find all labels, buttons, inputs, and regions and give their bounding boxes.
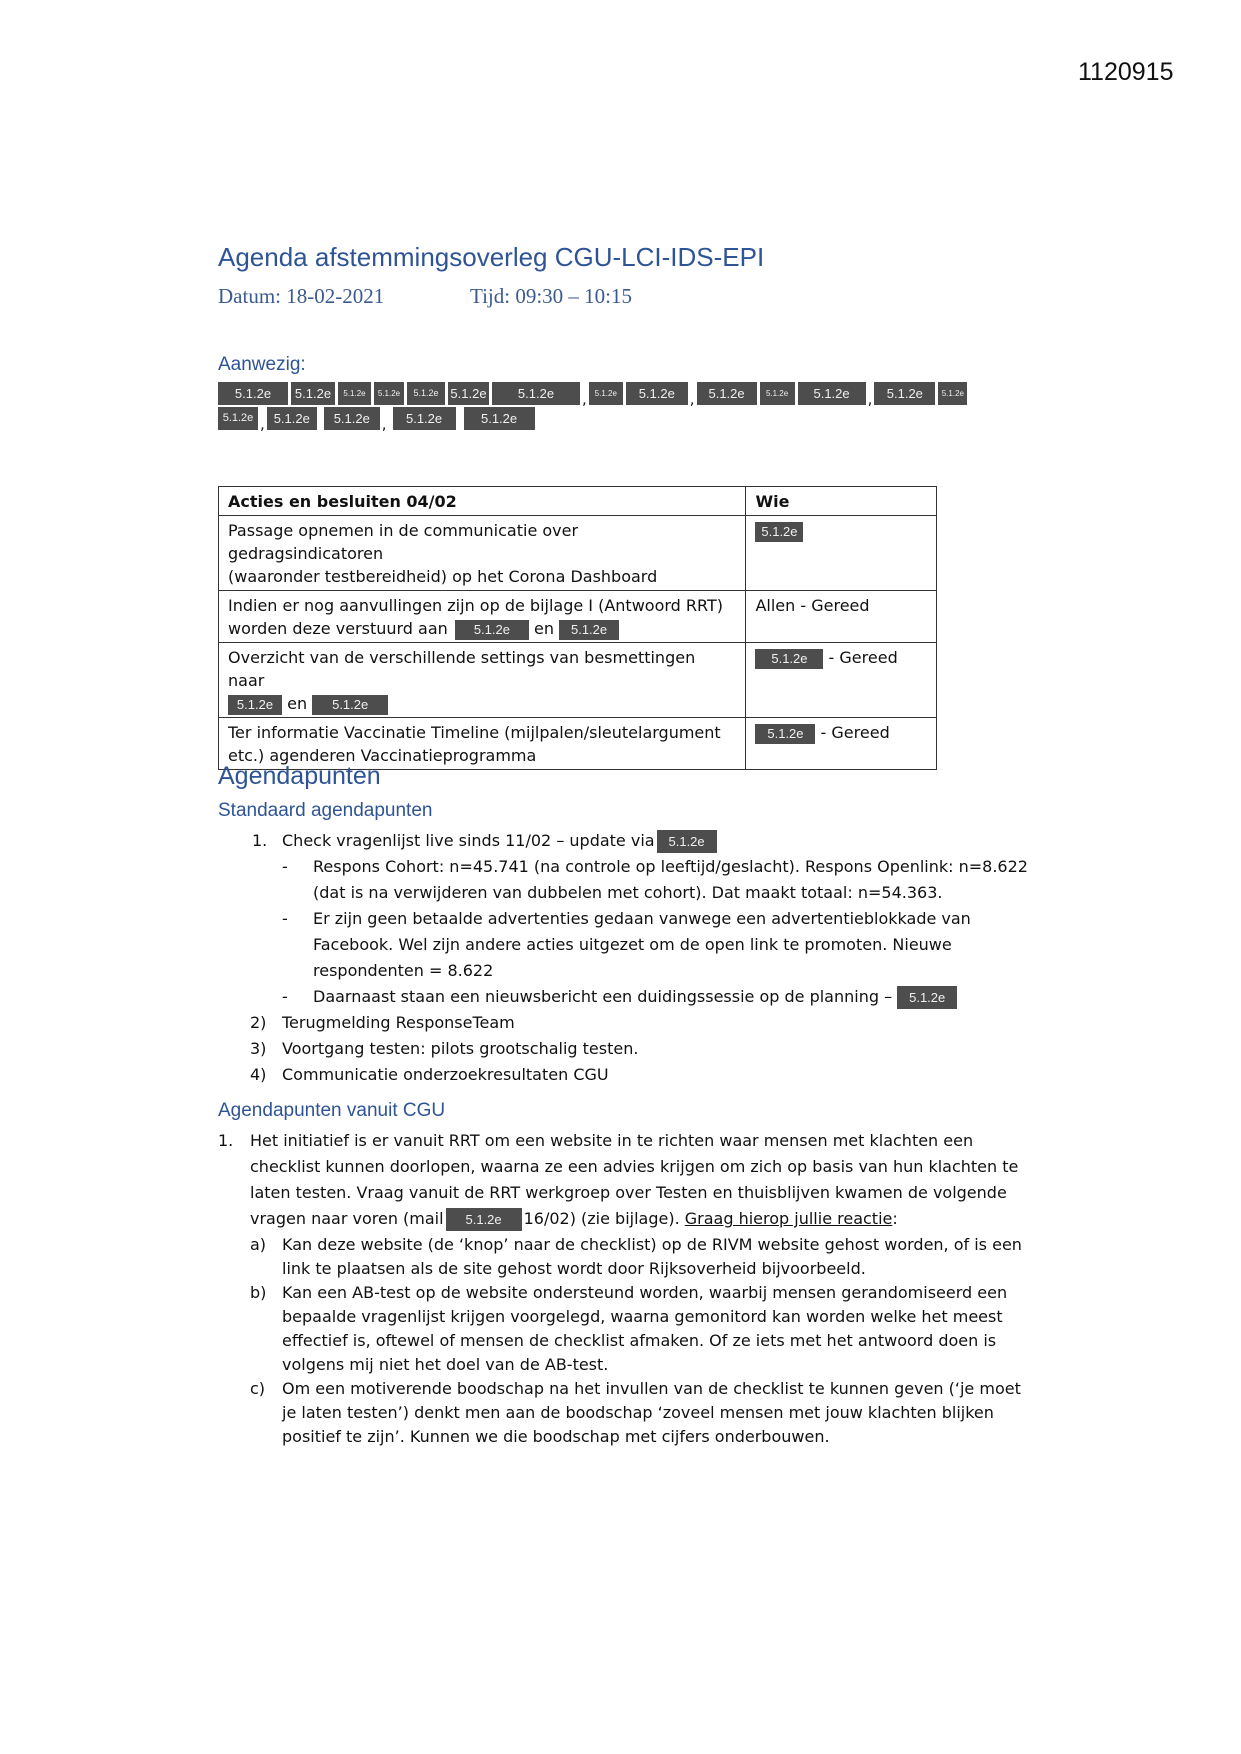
list-letter: a) <box>250 1235 267 1254</box>
paragraph-line: volgens mij niet het doel van de AB-test. <box>282 1355 609 1374</box>
item-text: vragen naar voren (mail <box>250 1209 444 1228</box>
table-row <box>219 591 937 643</box>
redaction-block: 5.1.2e <box>755 649 823 669</box>
paragraph-line: bepaalde vragenlijst krijgen voorgelegd, waarna gemonitord kan worden welke het meest <box>282 1307 1003 1326</box>
redaction-block: 5.1.2e <box>697 382 757 405</box>
redaction-block: 5.1.2e <box>760 382 795 405</box>
redaction-block: 5.1.2e <box>657 830 717 853</box>
document-number: 1120915 <box>1078 58 1174 86</box>
cell-text: Passage opnemen in de communicatie over gedragsindicatoren <box>228 521 579 563</box>
table-row <box>219 516 937 591</box>
meeting-date: Datum: 18-02-2021 <box>218 284 385 308</box>
bullet-text <box>313 984 957 1010</box>
cell-text: Overzicht van de verschillende settings van besmettingen naar <box>228 648 696 690</box>
redaction-block: 5.1.2e <box>455 620 529 640</box>
list-item <box>282 828 717 854</box>
table-header-who: Wie <box>746 487 937 516</box>
table-header-actions: Acties en besluiten 04/02 <box>219 487 746 516</box>
table-cell <box>746 643 937 718</box>
bullet-text: Respons Cohort: n=45.741 (na controle op leeftijd/geslacht). Respons Openlink: n=8.622 <box>313 857 1028 876</box>
paragraph-line: positief te zijn’. Kunnen we die boodschap met cijfers onderbouwen. <box>282 1427 830 1446</box>
page-title: Agenda afstemmingsoverleg CGU-LCI-IDS-EPI <box>218 242 765 272</box>
redaction-block: 5.1.2e <box>291 382 335 405</box>
item-text: : <box>892 1209 898 1228</box>
cell-text-line <box>228 692 736 715</box>
redaction-block: 5.1.2e <box>267 407 317 430</box>
paragraph-line: Om een motiverende boodschap na het invullen van de checklist te kunnen geven (‘je moet <box>282 1379 1021 1398</box>
paragraph-line: checklist kunnen doorlopen, waarna ze een advies krijgen om zich op basis van hun klachten te <box>250 1157 1019 1176</box>
attendees-row-2 <box>218 403 538 433</box>
redaction-block: 5.1.2e <box>589 382 623 405</box>
redaction-block: 5.1.2e <box>897 986 957 1009</box>
separator: , <box>582 390 587 408</box>
redaction-block: 5.1.2e <box>407 382 445 405</box>
item-text: Check vragenlijst live sinds 11/02 – update via <box>282 831 655 850</box>
redaction-block: 5.1.2e <box>755 724 815 744</box>
redaction-block: 5.1.2e <box>312 695 388 715</box>
list-letter: c) <box>250 1379 266 1398</box>
cell-text: - Gereed <box>828 648 898 667</box>
redaction-block: 5.1.2e <box>374 382 404 405</box>
cell-text: - Gereed <box>820 723 890 742</box>
list-number: 2) <box>250 1013 267 1032</box>
redaction-block: 5.1.2e <box>755 522 803 542</box>
bullet-dash: - <box>282 909 288 928</box>
redaction-block: 5.1.2e <box>874 382 935 405</box>
redaction-block: 5.1.2e <box>559 620 619 640</box>
bullet-text: (dat is na verwijderen van dubbelen met cohort). Dat maakt totaal: n=54.363. <box>313 883 943 902</box>
table-header-row <box>219 487 937 516</box>
cell-text: en <box>287 694 308 713</box>
paragraph-line: link te plaatsen als de site gehost wordt door Rijksoverheid bijvoorbeeld. <box>282 1259 866 1278</box>
item-text: Daarnaast staan een nieuwsbericht een duidingssessie op de planning – <box>313 987 893 1006</box>
cell-text: Ter informatie Vaccinatie Timeline (mijlpalen/sleutelargument <box>228 723 721 742</box>
bullet-dash: - <box>282 857 288 876</box>
table-cell: Allen - Gereed <box>746 591 937 643</box>
attendees-label: Aanwezig: <box>218 354 306 375</box>
redaction-block: 5.1.2e <box>218 382 288 405</box>
cell-text: (waaronder testbereidheid) op het Corona Dashboard <box>228 567 658 586</box>
cell-text-line <box>228 617 736 640</box>
underlined-request: Graag hierop jullie reactie <box>684 1209 893 1228</box>
list-number: 1. <box>252 831 268 850</box>
meeting-time: Tijd: 09:30 – 10:15 <box>470 284 633 308</box>
section-heading-agendapunten: Agendapunten <box>218 762 381 790</box>
cell-text: Indien er nog aanvullingen zijn op de bijlage I (Antwoord RRT) <box>228 596 723 615</box>
subheading-standaard: Standaard agendapunten <box>218 800 433 821</box>
redaction-block: 5.1.2e <box>446 1208 522 1231</box>
bullet-dash: - <box>282 987 288 1006</box>
table-cell <box>219 516 746 591</box>
redaction-block: 5.1.2e <box>798 382 866 405</box>
separator: , <box>260 415 265 433</box>
cell-text: etc.) agenderen Vaccinatieprogramma <box>228 746 537 765</box>
paragraph-line <box>250 1206 898 1232</box>
redaction-block: 5.1.2e <box>324 407 380 430</box>
list-number: 4) <box>250 1065 267 1084</box>
paragraph-line: je laten testen’) denkt men aan de boodschap ‘zoveel mensen met jouw klachten blijken <box>282 1403 994 1422</box>
table-cell <box>219 643 746 718</box>
table-cell <box>219 591 746 643</box>
list-number: 3) <box>250 1039 267 1058</box>
separator: , <box>689 390 695 408</box>
redaction-block: 5.1.2e <box>393 407 456 430</box>
cell-text: en <box>533 619 554 638</box>
redaction-block: 5.1.2e <box>626 382 688 405</box>
redaction-block: 5.1.2e <box>464 407 535 430</box>
cell-text: worden deze verstuurd aan <box>228 619 448 638</box>
redaction-block: 5.1.2e <box>492 382 580 405</box>
paragraph-line: Het initiatief is er vanuit RRT om een website in te richten waar mensen met klachten een <box>250 1131 974 1150</box>
list-letter: b) <box>250 1283 267 1302</box>
paragraph-line: Kan een AB-test op de website ondersteund worden, waarbij mensen gerandomiseerd een <box>282 1283 1008 1302</box>
table-cell <box>746 516 937 591</box>
bullet-text: Er zijn geen betaalde advertenties gedaan vanwege een advertentieblokkade van <box>313 909 971 928</box>
list-item: Terugmelding ResponseTeam <box>282 1013 515 1032</box>
table-cell <box>746 718 937 770</box>
list-number: 1. <box>218 1131 234 1150</box>
subheading-cgu: Agendapunten vanuit CGU <box>218 1100 446 1121</box>
separator: , <box>867 390 873 408</box>
table-row <box>219 643 937 718</box>
bullet-text: respondenten = 8.622 <box>313 961 494 980</box>
separator: , <box>381 415 387 433</box>
list-item: Communicatie onderzoekresultaten CGU <box>282 1065 609 1084</box>
paragraph-line: effectief is, oftewel of mensen de checklist afmaken. Of ze iets met het antwoord doen is <box>282 1331 997 1350</box>
redaction-block: 5.1.2e <box>218 407 258 430</box>
redaction-block: 5.1.2e <box>228 695 282 715</box>
item-text: 16/02) (zie bijlage). <box>523 1209 680 1228</box>
actions-table <box>218 486 937 770</box>
redaction-block: 5.1.2e <box>448 382 489 405</box>
bullet-text: Facebook. Wel zijn andere acties uitgezet om de open link te promoten. Nieuwe <box>313 935 952 954</box>
list-item: Voortgang testen: pilots grootschalig testen. <box>282 1039 639 1058</box>
paragraph-line: laten testen. Vraag vanuit de RRT werkgroep over Testen en thuisblijven kwamen de volgende <box>250 1183 1007 1202</box>
redaction-block: 5.1.2e <box>338 382 371 405</box>
paragraph-line: Kan deze website (de ‘knop’ naar de checklist) op de RIVM website gehost worden, of is een <box>282 1235 1022 1254</box>
redaction-block: 5.1.2e <box>938 382 967 405</box>
